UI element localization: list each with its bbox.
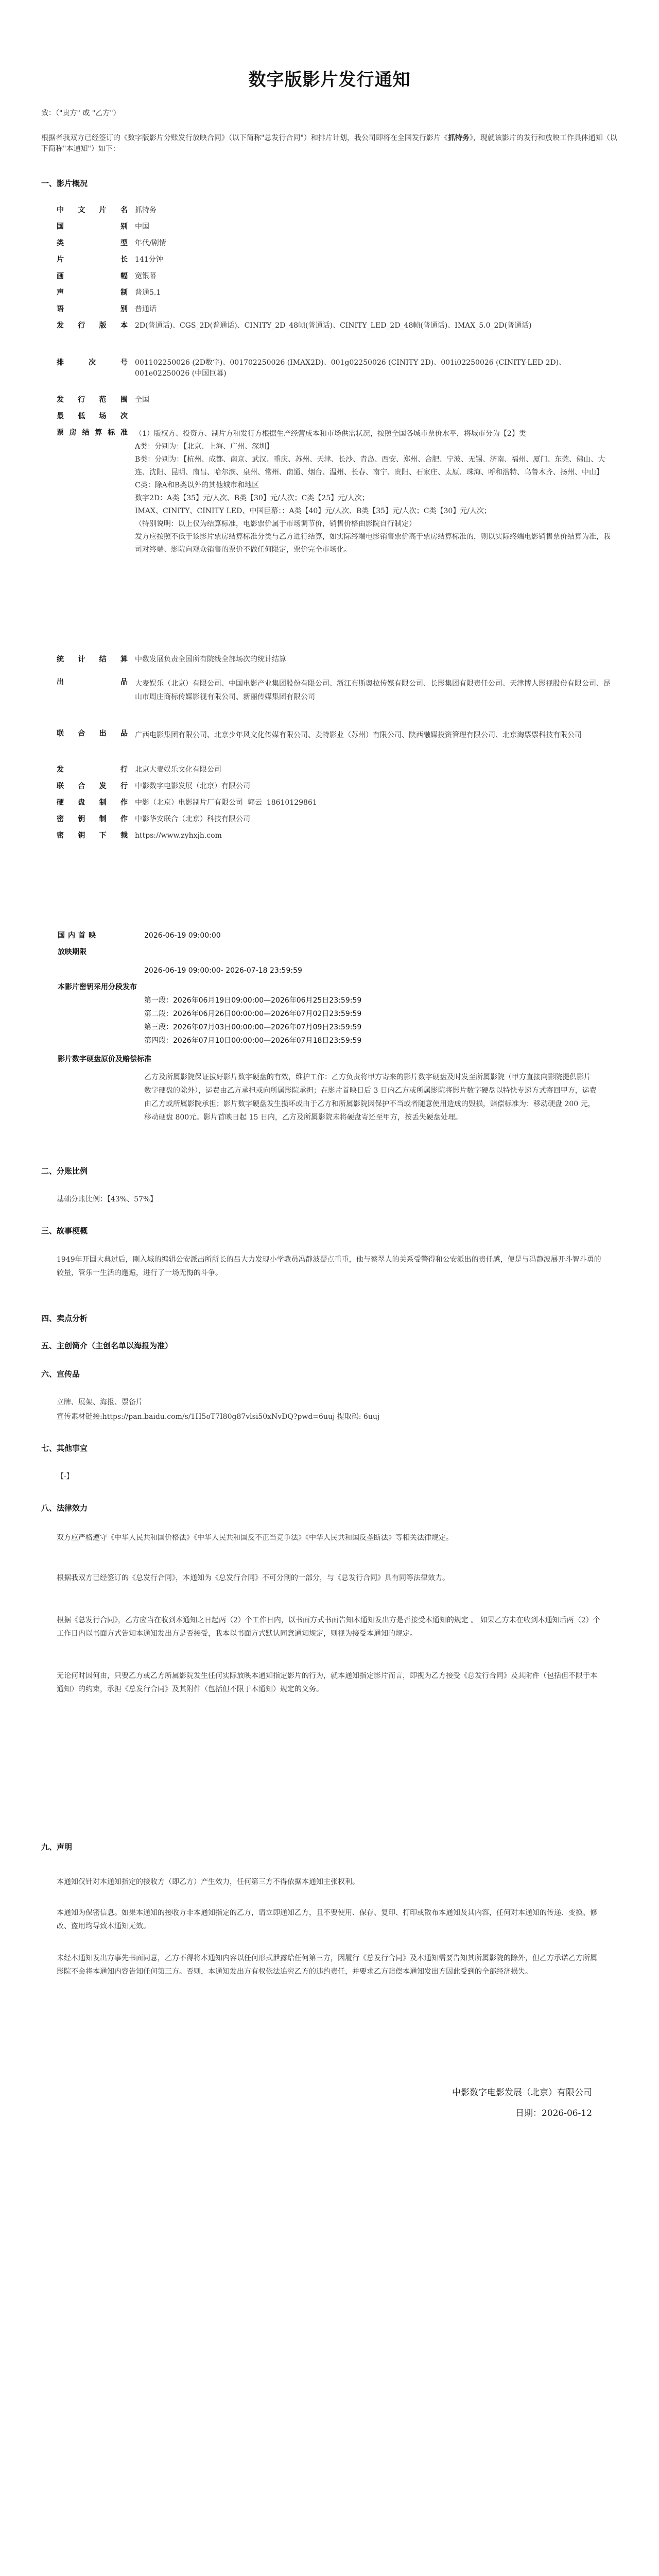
key-stage: 第三段：2026年07月03日00:00:00—2026年07月09日23:59:59 <box>144 1023 362 1031</box>
overview-value: 年代/剧情 <box>135 239 166 247</box>
overview-row <box>57 205 613 216</box>
section-heading-selling-points: 四、卖点分析 <box>41 1314 88 1323</box>
org-row <box>57 831 613 841</box>
overview-value: 普通5.1 <box>135 289 161 297</box>
overview-label: 发行范围 <box>57 396 128 404</box>
overview-label: 类型 <box>57 239 128 247</box>
overview-row <box>57 358 613 379</box>
key-download-link[interactable]: https://www.zyhxjh.com <box>135 832 222 840</box>
declaration-paragraph: 未经本通知发出方事先书面同意，乙方不得将本通知内容以任何形式泄露给任何第三方，因履行《总发行合同》及本通知需要告知其所属影院的除外，但乙方承诺乙方所属影院不会将本通知内容告知任何第三方。否则，本通知发出方有权依法追究乙方的违约责任，并要求乙方赔偿本通知发出方因此受到的全部经济损失。 <box>57 1954 597 1976</box>
overview-label: 发行版本 <box>57 321 128 330</box>
section-heading-synopsis: 三、故事梗概 <box>41 1226 88 1235</box>
intro-film-title: 抓特务 <box>447 134 470 142</box>
legal-paragraph: 无论何时因何由，只要乙方或乙方所属影院发生任何实际放映本通知指定影片的行为，就本通知指定影片而言，即视为乙方接受《总发行合同》及其附件（包括但不限于本通知）的约束，承担《总发行合同》及其附件（包括但不限于本通知）规定的义务。 <box>57 1672 597 1693</box>
overview-label: 声制 <box>57 289 128 297</box>
org-row <box>57 814 613 825</box>
overview-row <box>57 255 613 265</box>
org-label: 联合出品 <box>57 730 128 738</box>
overview-row <box>57 222 613 232</box>
org-row <box>57 728 613 742</box>
overview-label: 国别 <box>57 223 128 231</box>
signature-date: 日期：2026-06-12 <box>515 2108 592 2119</box>
legal-paragraph: 双方应严格遵守《中华人民共和国价格法》《中华人民共和国反不正当竞争法》《中华人民共和国反垄断法》等相关法律规定。 <box>57 1534 453 1542</box>
overview-value: 中国 <box>135 223 149 231</box>
intro-text-a: 根据者我双方已经签订的《数字版影片分账发行放映合同》（以下简称"总发行合同"）和排片计划，我公司即将在全国发行影片《 <box>41 134 448 142</box>
key-stage: 第四段：2026年07月10日00:00:00—2026年07月18日23:59:59 <box>144 1037 362 1045</box>
overview-label: 片长 <box>57 256 128 264</box>
promo-link[interactable]: 宣传素材链接:https://pan.baidu.com/s/1H5oT7I80g87vlsi50xNvDQ?pwd=6uuj 提取码: 6uuj <box>57 1413 380 1421</box>
overview-label: 中文片名 <box>57 206 128 214</box>
other-text: 【-】 <box>57 1472 74 1481</box>
intro-paragraph <box>41 133 618 155</box>
overview-value: 普通话 <box>135 305 157 313</box>
intro-text-b: 》，现就该影片的发行和放映工作具体通知（以下简称"本通知"）如下： <box>41 134 617 153</box>
overview-value: 2D(普通话)、CGS_2D(普通话)、CINITY_2D_48帧(普通话)、CINITY_LED_2D_48帧(普通话)、IMAX_5.0_2D(普通话) <box>135 321 532 330</box>
promo-items: 立牌、展架、海报、票备片 <box>57 1398 143 1406</box>
overview-row <box>57 411 613 422</box>
recipient-line: 致：（"贵方" 或 "乙方"） <box>41 109 120 117</box>
box-office-text: （1）版权方、投资方、制片方和发行方根据生产经营成本和市场供需状况，按照全国各城市票价水平，将城市分为【2】类 A类：分别为：【北京、上海、广州、深圳】 B类：分别为：【杭州、成都、南京、武汉、重庆、苏州、天津、长沙、青岛、西安、郑州、合肥、宁波、无锡、济南、福州、厦门、东莞、佛山、大连、沈阳、昆明、南昌、哈尔滨、泉州、常州、南通、烟台、温州、长春、南宁、贵阳、石家庄、太原、珠海、呼和浩特、乌鲁木齐、扬州、中山】 C类：除A和B类以外的其他城市和地区 数字2D：A类【35】元/人次、B类【30】元/人次；C类【25】元/人次； IMAX、CINITY、CINITY LED、中国巨幕：：A类【40】元/人次、B类【35】元/人次；C类【30】元/人次； （特别说明：以上仅为结算标准，电影票价属于市场调节价，销售价格由影院自行制定） 发方应按照不低于该影片票房结算标准分类与乙方进行结算，如实际终端电影销售票价高于票房结算标准的，则以实际终端电影销售票价结算为准，我司对终端、影院向观众销售的票价不做任何限定，票价完全市场化。 <box>135 430 611 554</box>
overview-value <box>135 411 613 422</box>
legal-paragraph: 根据我双方已经签订的《总发行合同》，本通知为《总发行合同》不可分割的一部分，与《总发行合同》具有同等法律效力。 <box>57 1574 449 1582</box>
overview-row <box>57 304 613 315</box>
declaration-paragraph: 本通知为保密信息。如果本通知的接收方非本通知指定的乙方，请立即通知乙方，且不要使用、保存、复印、打印或散布本通知及其内容，任何对本通知的传递、变换、修改、盗用均导致本通知无效。 <box>57 1909 597 1930</box>
box-office-standard <box>57 428 613 556</box>
section-heading-legal: 八、法律效力 <box>41 1503 88 1513</box>
overview-value: 001102250026 (2D数字)、001702250026 (IMAX2D)、001g02250026 (CINITY 2D)、001i02250026 (CINITY-LED 2D)、001e02250026 (中国巨幕) <box>135 359 566 378</box>
overview-value: 抓特务 <box>135 206 157 214</box>
org-label: 硬盘制作 <box>57 799 128 807</box>
org-value: 中影（北京）电影制片厂有限公司 郭云 18610129861 <box>135 799 317 807</box>
org-label: 密钥下载 <box>57 832 128 840</box>
overview-value: 全国 <box>135 396 149 404</box>
hard-disk-label: 影片数字硬盘原价及赔偿标准 <box>58 1055 151 1063</box>
premiere-value: 2026-06-19 09:00:00 <box>144 931 221 940</box>
org-label: 联合发行 <box>57 782 128 790</box>
org-label: 发行 <box>57 766 128 774</box>
overview-row <box>57 271 613 282</box>
synopsis-text: 1949年开国大典过后，刚入城的编辑公安派出所所长的吕大力发现小学教员冯静波疑点重重，他与蔡翠人的关系受警得和公安派出的责任感，便是与冯静波展开斗智斗勇的较量，管乐一生活的邂逅，进行了一场无悔的斗争。 <box>57 1256 601 1277</box>
screening-period-label: 放映期限 <box>58 948 86 956</box>
org-value: 大麦娱乐（北京）有限公司、中国电影产业集团股份有限公司、浙江布斯奥拉传媒有限公司、长影集团有限责任公司、天津博人影视股份有限公司、昆山市周庄商标传媒影视有限公司、新丽传媒集团有限公司 <box>135 680 611 701</box>
org-value: 广西电影集团有限公司、北京少年风文化传媒有限公司、麦特影业（苏州）有限公司、陕西融媒投资管理有限公司、北京淘票票科技有限公司 <box>135 731 582 739</box>
org-row <box>57 654 613 665</box>
org-label: 密钥制作 <box>57 815 128 823</box>
overview-row <box>57 238 613 249</box>
org-row <box>57 781 613 792</box>
section-heading-creators: 五、主创简介（主创名单以海报为准） <box>41 1341 173 1350</box>
section-heading-other: 七、其他事宜 <box>41 1444 88 1453</box>
ratio-text: 基础分账比例：【43%、57%】 <box>57 1195 158 1204</box>
org-row <box>57 798 613 808</box>
org-value: 中影华安联合（北京）科技有限公司 <box>135 815 250 823</box>
key-stage: 第一段：2026年06月19日09:00:00—2026年06月25日23:59:59 <box>144 996 362 1005</box>
org-label: 统计结算 <box>57 655 128 664</box>
document-title: 数字版影片发行通知 <box>248 70 411 90</box>
overview-value: 141分钟 <box>135 256 163 264</box>
overview-label: 画幅 <box>57 272 128 280</box>
section-heading-declaration: 九、声明 <box>41 1842 73 1852</box>
box-office-label: 票房结算标准 <box>57 429 128 437</box>
legal-paragraph: 根据《总发行合同》，乙方应当在收到本通知之日起两（2）个工作日内，以书面方式书面告知本通知发出方是否接受本通知的规定 。 如果乙方未在收到本通知后两（2）个工作日内以书面方式告知本通知发出方是否接受，我本以书面方式默认同意通知规定，则视为接受本通知的规定。 <box>57 1616 600 1638</box>
premiere-label: 国内首映 <box>58 931 99 940</box>
section-heading-ratio: 二、分账比例 <box>41 1166 88 1176</box>
section-heading-overview: 一、影片概况 <box>41 179 88 188</box>
org-value: 中影数字电影发展（北京）有限公司 <box>135 782 250 790</box>
org-row <box>57 765 613 775</box>
screening-period-value: 2026-06-19 09:00:00- 2026-07-18 23:59:59 <box>144 967 302 975</box>
org-value: 中数发展负责全国所有院线全部场次的统计结算 <box>135 655 286 664</box>
overview-label: 排次号 <box>57 359 128 367</box>
key-stage: 第二段：2026年06月26日00:00:00—2026年07月02日23:59:59 <box>144 1010 362 1018</box>
overview-row <box>57 395 613 405</box>
key-schedule-label: 本影片密钥采用分段发布 <box>58 983 137 991</box>
hard-disk-text: 乙方及所属影院保证拔好影片数字硬盘的有效，维护工作：乙方负责将甲方寄来的影片数字硬盘及时发至所属影院（甲方直接向影院提供影片数字硬盘的除外），运费由乙方承担或向所属影院承担；在影片首映日后 3 日内乙方或所属影院将影片数字硬盘以特快专递方式寄回甲方，运费由乙方或所属影院承担；影片数字硬盘发生损坏或由于乙方和所属影院因保护不当或者随意使用造成的毁损，赔偿标准为：移动硬盘 200 元，移动硬盘 800元。影片首映日起 15 日内，乙方及所属影院未将硬盘寄还至甲方，按丢失硬盘处理。 <box>144 1073 597 1122</box>
overview-value: 宽银幕 <box>135 272 157 280</box>
org-label: 出品 <box>57 678 128 686</box>
overview-row <box>57 287 613 298</box>
section-heading-promo: 六、宣传品 <box>41 1369 80 1379</box>
overview-label: 最低场次 <box>57 412 128 420</box>
declaration-paragraph: 本通知仅针对本通知指定的接收方（即乙方）产生效力，任何第三方不得依据本通知主张权利。 <box>57 1878 359 1886</box>
org-row <box>57 677 613 704</box>
overview-row <box>57 320 613 331</box>
overview-label: 语别 <box>57 305 128 313</box>
org-value: 北京大麦娱乐文化有限公司 <box>135 766 221 774</box>
signature-company: 中影数字电影发展（北京）有限公司 <box>452 2088 592 2098</box>
